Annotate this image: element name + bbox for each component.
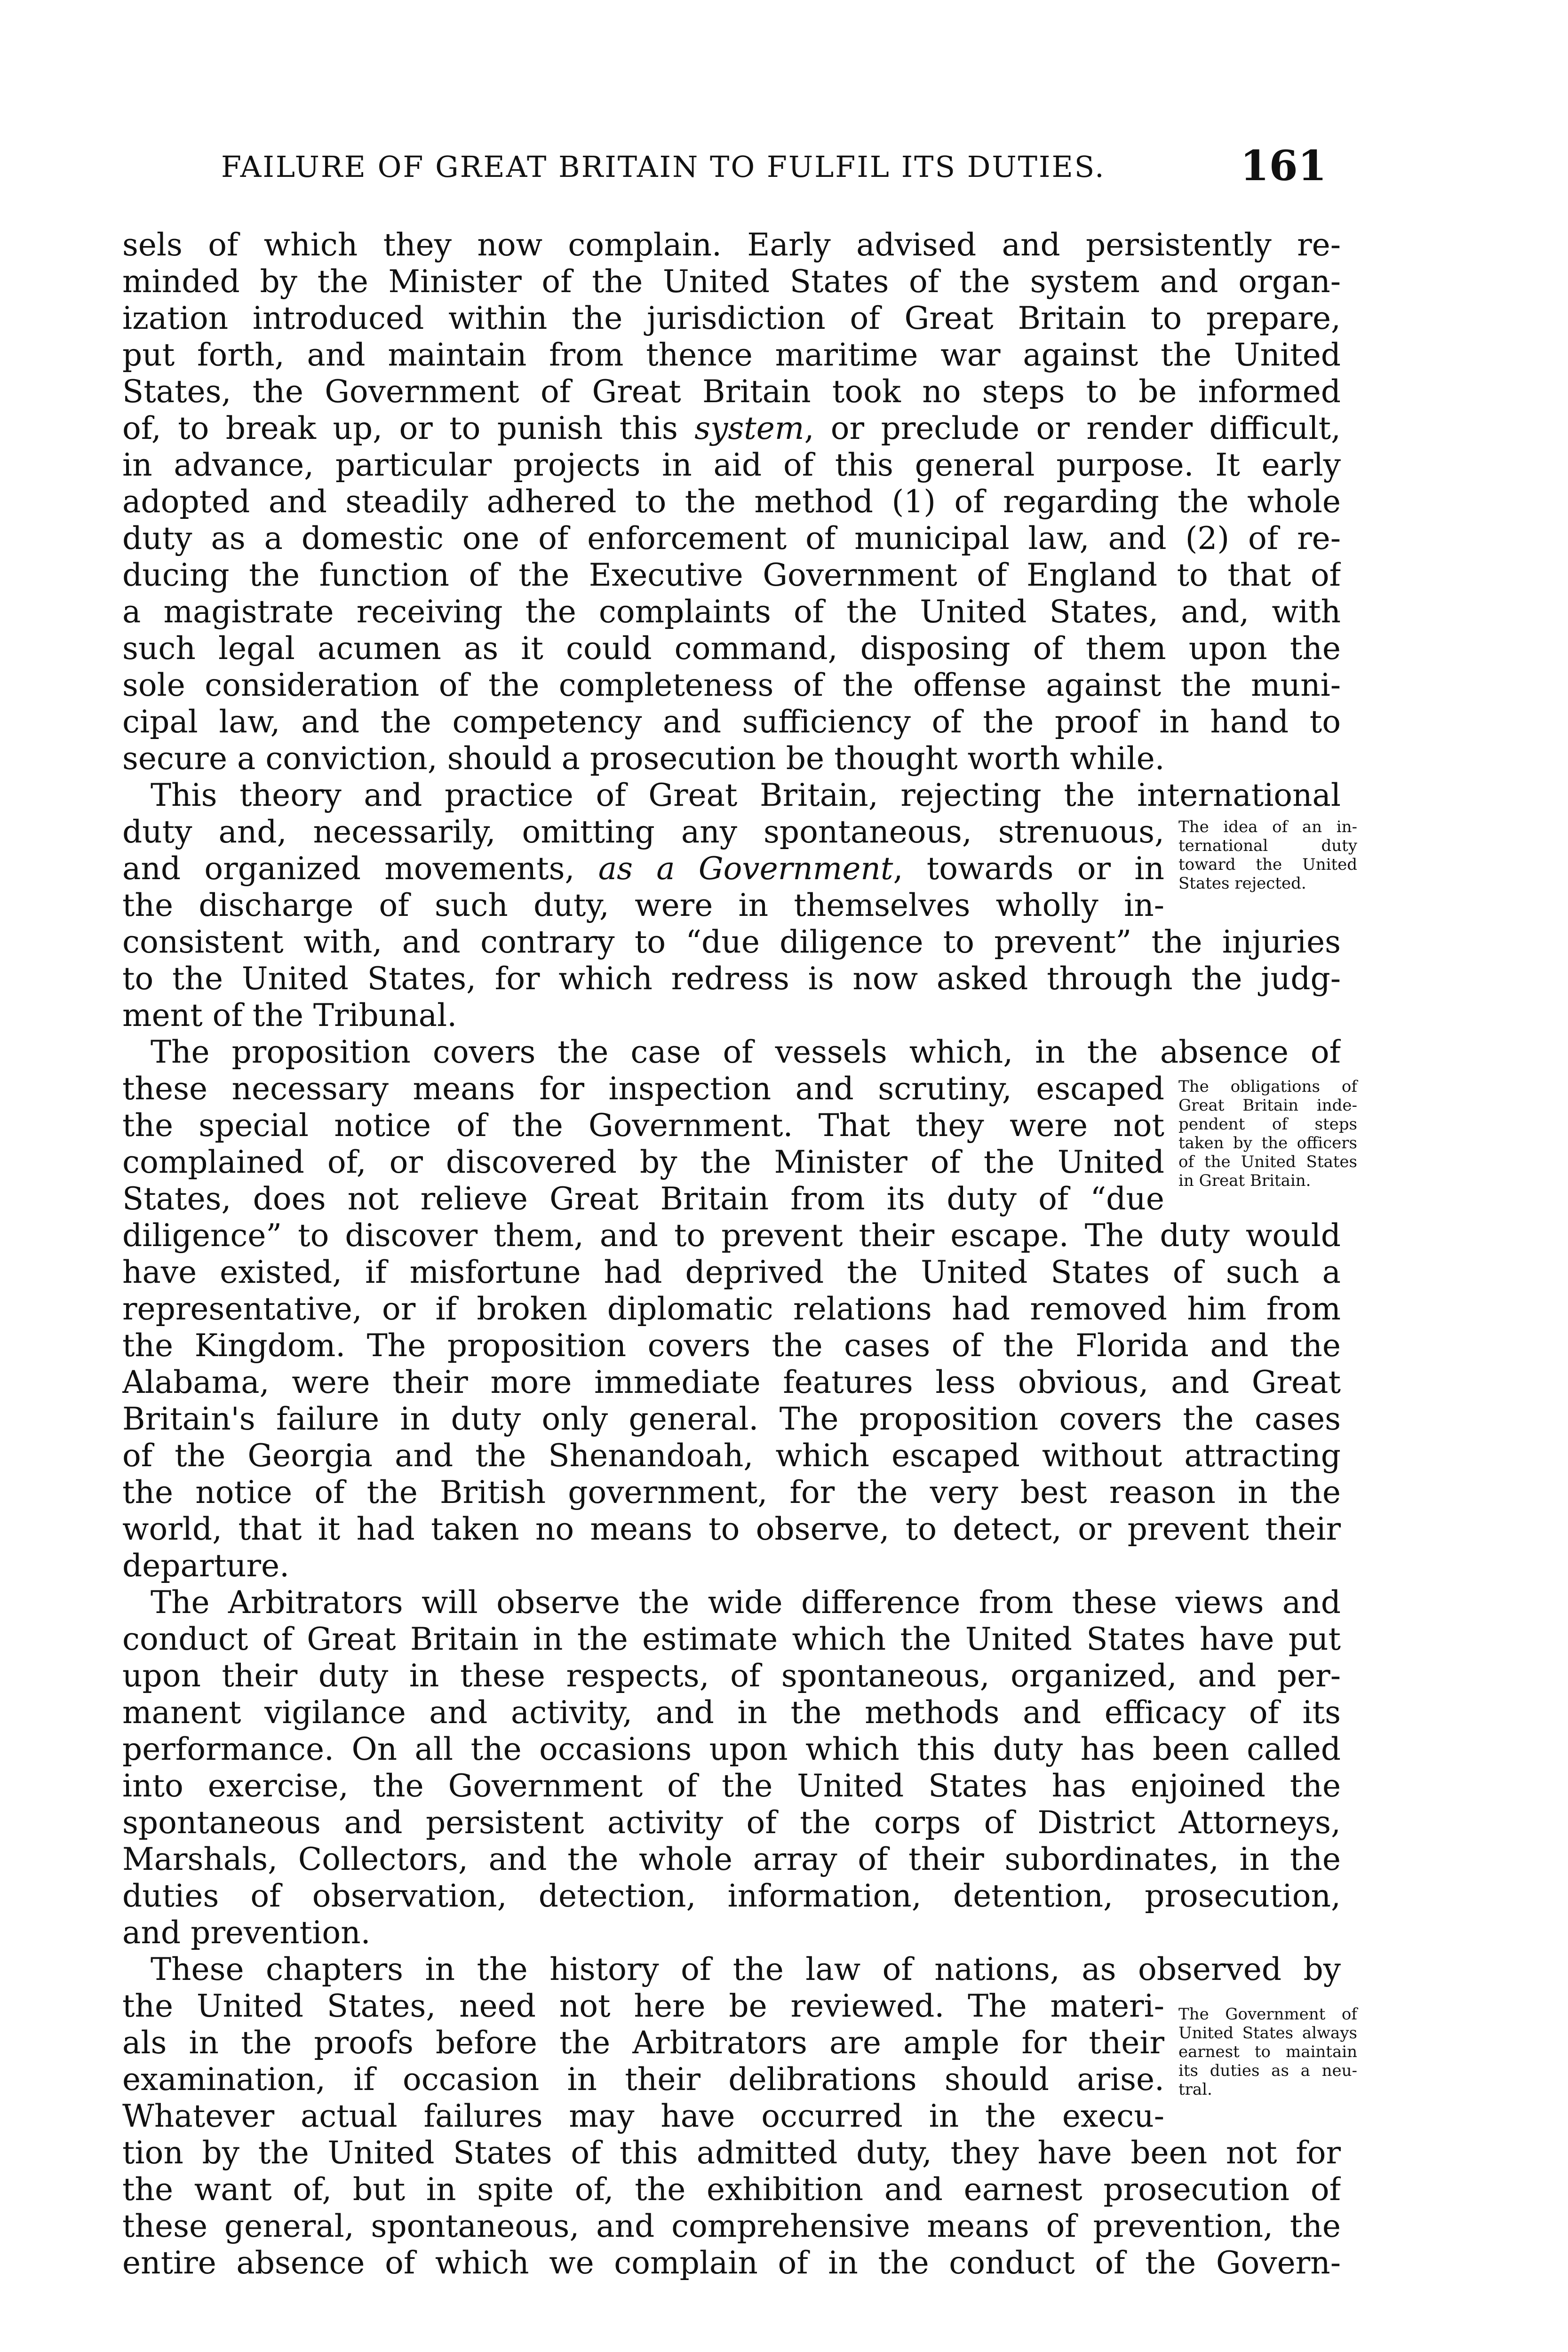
body-line: States, does not relieve Great Britain from its duty of “due <box>122 1181 1164 1217</box>
body-line: These chapters in the history of the law of nations, as observed by <box>151 1951 1341 1987</box>
body-line: conduct of Great Britain in the estimate which the United States have put <box>122 1621 1341 1657</box>
side-note <box>1178 2005 1357 2099</box>
body-line: the notice of the British government, for the very best reason in the <box>122 1474 1341 1510</box>
body-line: to the United States, for which redress is now asked through the judg- <box>122 961 1341 997</box>
body-line: the Kingdom. The proposition covers the cases of the Florida and the <box>122 1327 1341 1364</box>
body-line: have existed, if misfortune had deprived the United States of such a <box>122 1254 1341 1290</box>
body-line: put forth, and maintain from thence maritime war against the United <box>122 337 1341 373</box>
body-line: consistent with, and contrary to “due diligence to prevent” the injuries <box>122 924 1341 960</box>
body-line-text: , or preclude or render difficult, <box>804 410 1341 446</box>
body-line: examination, if occasion in their delibrations should arise. <box>122 2061 1164 2098</box>
body-line: world, that it had taken no means to observe, to detect, or prevent their <box>122 1511 1341 1547</box>
side-note-line: The obligations of <box>1178 1077 1357 1096</box>
body-line: States, the Government of Great Britain took no steps to be informed <box>122 373 1341 410</box>
body-line: into exercise, the Government of the United States has enjoined the <box>122 1768 1341 1804</box>
side-note-line: United States always <box>1178 2024 1357 2042</box>
side-note-line: earnest to maintain <box>1178 2042 1357 2061</box>
body-line: these necessary means for inspection and scrutiny, escaped <box>122 1071 1164 1107</box>
body-line: manent vigilance and activity, and in the methods and efficacy of its <box>122 1694 1341 1731</box>
side-note-line: toward the United <box>1178 855 1357 874</box>
body-line: als in the proofs before the Arbitrators are ample for their <box>122 2025 1164 2061</box>
body-line: spontaneous and persistent activity of the corps of District Attorneys, <box>122 1804 1341 1841</box>
side-note-line: pendent of steps <box>1178 1115 1357 1134</box>
body-line-with-italic <box>122 408 1341 449</box>
body-line: ducing the function of the Executive Government of England to that of <box>122 557 1341 593</box>
body-line: Britain's failure in duty only general. The proposition covers the cases <box>122 1401 1341 1437</box>
body-line: sole consideration of the completeness of the offense against the muni- <box>122 667 1341 703</box>
body-line: ment of the Tribunal. <box>122 997 457 1033</box>
body-line: duties of observation, detection, information, detention, prosecution, <box>122 1878 1341 1914</box>
body-line: ization introduced within the jurisdiction of Great Britain to prepare, <box>122 300 1341 336</box>
running-head <box>221 141 1327 193</box>
body-line: Alabama, were their more immediate features less obvious, and Great <box>122 1364 1341 1400</box>
body-line: these general, spontaneous, and comprehensive means of prevention, the <box>122 2208 1341 2244</box>
body-line: This theory and practice of Great Britain, rejecting the international <box>151 777 1341 813</box>
running-title: FAILURE OF GREAT BRITAIN TO FULFIL ITS DUTIES. <box>221 150 1106 184</box>
side-note-line: Great Britain inde- <box>1178 1096 1357 1115</box>
body-line: duty and, necessarily, omitting any spontaneous, strenuous, <box>122 814 1164 850</box>
side-note-line: of the United States <box>1178 1152 1357 1171</box>
body-line: Marshals, Collectors, and the whole array of their subordinates, in the <box>122 1841 1341 1877</box>
body-line-text: of, to break up, or to punish this <box>122 410 695 446</box>
body-line: the want of, but in spite of, the exhibition and earnest prosecution of <box>122 2171 1341 2208</box>
body-line: entire absence of which we complain of in the conduct of the Govern- <box>122 2245 1341 2281</box>
body-line: diligence” to discover them, and to prevent their escape. The duty would <box>122 1217 1341 1254</box>
italic-as-a-government: as a Government <box>598 850 893 887</box>
body-line: sels of which they now complain. Early advised and persistently re- <box>122 227 1341 263</box>
body-line: departure. <box>122 1548 290 1584</box>
body-line: and prevention. <box>122 1915 371 1951</box>
body-line: a magistrate receiving the complaints of the United States, and, with <box>122 594 1341 630</box>
body-line: representative, or if broken diplomatic relations had removed him from <box>122 1291 1341 1327</box>
side-note-line: tral. <box>1178 2080 1212 2099</box>
body-line-text: , towards or in <box>893 850 1164 887</box>
body-line: of the Georgia and the Shenandoah, which escaped without attracting <box>122 1438 1341 1474</box>
body-line: minded by the Minister of the United States of the system and organ- <box>122 263 1341 300</box>
page-number: 161 <box>1240 141 1327 190</box>
body-line: cipal law, and the competency and sufficiency of the proof in hand to <box>122 704 1341 740</box>
body-line: The proposition covers the case of vessels which, in the absence of <box>151 1034 1341 1070</box>
italic-system: system <box>694 410 804 446</box>
body-line-text: and organized movements, <box>122 850 598 887</box>
side-note-line: States rejected. <box>1178 874 1306 893</box>
body-line: the special notice of the Government. That they were not <box>122 1107 1164 1144</box>
side-note-line: in Great Britain. <box>1178 1171 1311 1190</box>
body-line: The Arbitrators will observe the wide difference from these views and <box>151 1584 1341 1621</box>
body-line: the United States, need not here be reviewed. The materi- <box>122 1988 1164 2024</box>
side-note <box>1178 1077 1357 1190</box>
side-note-line: its duties as a neu- <box>1178 2061 1357 2080</box>
side-note-line: ternational duty <box>1178 836 1357 855</box>
body-line: Whatever actual failures may have occurred in the execu- <box>122 2098 1164 2134</box>
body-line: the discharge of such duty, were in themselves wholly in- <box>122 887 1164 923</box>
side-note <box>1178 818 1357 893</box>
side-note-line: taken by the officers <box>1178 1134 1357 1152</box>
body-line: tion by the United States of this admitted duty, they have been not for <box>122 2135 1341 2171</box>
body-line: duty as a domestic one of enforcement of municipal law, and (2) of re- <box>122 520 1341 556</box>
body-line: upon their duty in these respects, of spontaneous, organized, and per- <box>122 1658 1341 1694</box>
body-line: complained of, or discovered by the Minister of the United <box>122 1144 1164 1180</box>
body-line: adopted and steadily adhered to the method (1) of regarding the whole <box>122 484 1341 520</box>
body-line-with-italic <box>122 849 1164 889</box>
body-line: in advance, particular projects in aid of this general purpose. It early <box>122 447 1341 483</box>
side-note-line: The idea of an in- <box>1178 818 1357 836</box>
body-line: secure a conviction, should a prosecution be thought worth while. <box>122 740 1165 777</box>
side-note-line: The Government of <box>1178 2005 1357 2024</box>
body-line: such legal acumen as it could command, disposing of them upon the <box>122 630 1341 667</box>
body-line: performance. On all the occasions upon which this duty has been called <box>122 1731 1341 1767</box>
